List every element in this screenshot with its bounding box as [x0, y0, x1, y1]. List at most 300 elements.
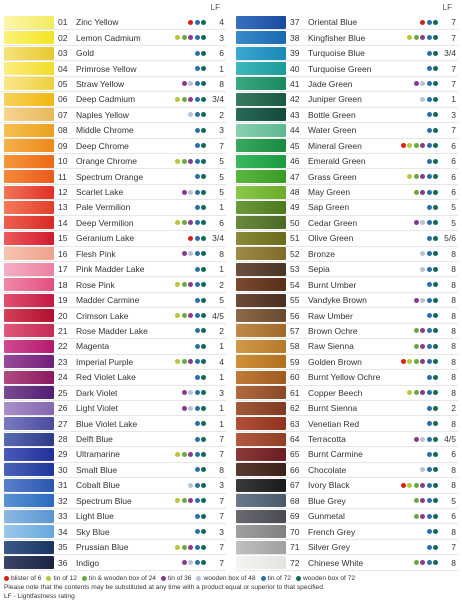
legend-label: blister of 6 — [11, 575, 42, 582]
color-name: Gold — [76, 48, 94, 59]
availability-dot — [201, 282, 206, 287]
availability-dot — [401, 143, 406, 148]
color-name: Kingfisher Blue — [308, 32, 366, 43]
lightfastness-value: 7 — [219, 434, 224, 445]
color-swatch — [236, 324, 286, 337]
lightfastness-value: 1 — [219, 202, 224, 213]
availability-dot — [433, 190, 438, 195]
availability-dot — [407, 359, 412, 364]
availability-dot — [195, 498, 200, 503]
availability-dots — [427, 545, 439, 550]
color-swatch — [4, 294, 54, 307]
availability-dot — [195, 66, 200, 71]
availability-dot — [433, 421, 438, 426]
legend-label: tin of 72 — [267, 575, 291, 582]
availability-dot — [195, 406, 200, 411]
availability-dots — [182, 390, 207, 395]
availability-dot — [188, 112, 193, 117]
lightfastness-value: 5/6 — [444, 233, 456, 244]
color-number: 27 — [58, 418, 68, 429]
color-row — [4, 262, 226, 277]
availability-dot — [433, 236, 438, 241]
availability-dots — [414, 498, 439, 503]
availability-dots — [407, 174, 438, 179]
lightfastness-value: 3 — [451, 109, 456, 120]
availability-dots — [195, 529, 207, 534]
legend-item — [196, 574, 255, 583]
color-row — [4, 308, 226, 323]
lightfastness-value: 8 — [451, 295, 456, 306]
color-name: Deep Vermilion — [76, 217, 134, 228]
availability-dot — [195, 560, 200, 565]
availability-dot — [195, 205, 200, 210]
availability-dots — [414, 81, 439, 86]
availability-dot — [427, 498, 432, 503]
availability-dot — [188, 81, 193, 86]
color-swatch — [236, 371, 286, 384]
availability-dot — [195, 529, 200, 534]
availability-dot — [407, 483, 412, 488]
color-row — [236, 324, 458, 339]
color-row — [4, 370, 226, 385]
lightfastness-value: 5 — [219, 156, 224, 167]
color-swatch — [4, 124, 54, 137]
availability-dot — [427, 406, 432, 411]
lightfastness-value: 8 — [451, 325, 456, 336]
lightfastness-value: 6 — [451, 449, 456, 460]
color-name: Turquoise Green — [308, 63, 372, 74]
color-number: 04 — [58, 63, 68, 74]
availability-dot — [433, 282, 438, 287]
availability-dot — [420, 390, 425, 395]
lightfastness-value: 3/4 — [212, 94, 224, 105]
availability-dot — [195, 390, 200, 395]
color-number: 53 — [290, 264, 300, 275]
color-swatch — [236, 47, 286, 60]
color-name: Middle Chrome — [76, 125, 134, 136]
availability-dot — [427, 220, 432, 225]
availability-dot — [195, 359, 200, 364]
availability-dot — [433, 529, 438, 534]
color-swatch — [236, 124, 286, 137]
lightfastness-value: 1 — [219, 418, 224, 429]
availability-dot — [201, 236, 206, 241]
color-name: Red Violet Lake — [76, 372, 136, 383]
color-number: 49 — [290, 202, 300, 213]
color-name: Grass Green — [308, 171, 357, 182]
color-name: Imperial Purple — [76, 356, 134, 367]
color-swatch — [4, 93, 54, 106]
lightfastness-value: 4/5 — [212, 310, 224, 321]
availability-dot — [182, 560, 187, 565]
legend-dot — [82, 576, 87, 581]
availability-dot — [195, 421, 200, 426]
color-name: Sepia — [308, 264, 330, 275]
color-number: 67 — [290, 480, 300, 491]
availability-dot — [201, 20, 206, 25]
availability-dot — [427, 375, 432, 380]
color-number: 42 — [290, 94, 300, 105]
color-name: Burnt Carmine — [308, 449, 363, 460]
availability-dot — [427, 190, 432, 195]
color-number: 07 — [58, 109, 68, 120]
lightfastness-value: 2 — [219, 325, 224, 336]
availability-dot — [188, 190, 193, 195]
availability-dot — [427, 483, 432, 488]
color-number: 71 — [290, 542, 300, 553]
availability-dot — [433, 20, 438, 25]
availability-dot — [188, 452, 193, 457]
availability-dot — [195, 20, 200, 25]
availability-dot — [427, 421, 432, 426]
availability-dot — [195, 97, 200, 102]
lightfastness-value: 4 — [219, 356, 224, 367]
color-swatch — [236, 77, 286, 90]
color-name: Dark Violet — [76, 387, 118, 398]
lightfastness-value: 7 — [451, 542, 456, 553]
availability-dot — [201, 344, 206, 349]
availability-dot — [414, 390, 419, 395]
color-number: 57 — [290, 325, 300, 336]
lightfastness-value: 8 — [451, 310, 456, 321]
color-swatch — [4, 186, 54, 199]
availability-dot — [433, 545, 438, 550]
color-swatch — [4, 232, 54, 245]
availability-dot — [175, 313, 180, 318]
color-row — [4, 478, 226, 493]
color-row — [236, 355, 458, 370]
availability-dot — [201, 159, 206, 164]
color-number: 02 — [58, 32, 68, 43]
availability-dot — [401, 483, 406, 488]
color-swatch — [236, 16, 286, 29]
availability-dot — [414, 483, 419, 488]
availability-dot — [182, 159, 187, 164]
availability-dot — [407, 174, 412, 179]
color-name: Naples Yellow — [76, 109, 129, 120]
availability-dot — [195, 236, 200, 241]
color-row — [4, 416, 226, 431]
availability-dots — [427, 205, 439, 210]
legend-item — [82, 574, 156, 583]
color-swatch — [4, 494, 54, 507]
legend-label: tin & wooden box of 24 — [88, 575, 156, 582]
color-name: Olive Green — [308, 233, 354, 244]
color-swatch — [236, 62, 286, 75]
availability-dot — [182, 81, 187, 86]
availability-dot — [427, 467, 432, 472]
availability-dot — [433, 467, 438, 472]
availability-dot — [201, 437, 206, 442]
color-name: Burnt Sienna — [308, 403, 358, 414]
color-swatch — [4, 479, 54, 492]
availability-dot — [188, 251, 193, 256]
lightfastness-value: 8 — [219, 78, 224, 89]
availability-dots — [414, 437, 439, 442]
availability-dot — [188, 560, 193, 565]
color-number: 13 — [58, 202, 68, 213]
color-row — [4, 231, 226, 246]
color-number: 46 — [290, 156, 300, 167]
color-number: 10 — [58, 156, 68, 167]
color-row — [4, 432, 226, 447]
availability-dot — [433, 128, 438, 133]
color-number: 37 — [290, 17, 300, 28]
color-name: Emerald Green — [308, 156, 366, 167]
color-name: Blue Violet Lake — [76, 418, 138, 429]
availability-dot — [175, 35, 180, 40]
availability-dot — [188, 545, 193, 550]
availability-dot — [182, 282, 187, 287]
color-number: 48 — [290, 187, 300, 198]
color-swatch — [236, 494, 286, 507]
color-number: 62 — [290, 403, 300, 414]
legend-lf-note: LF - Lightfastness rating — [4, 593, 75, 600]
color-number: 16 — [58, 248, 68, 259]
lightfastness-value: 6 — [219, 48, 224, 59]
rows-left — [4, 15, 226, 571]
color-row — [236, 447, 458, 462]
availability-dot — [427, 545, 432, 550]
color-row — [4, 524, 226, 539]
availability-dot — [433, 251, 438, 256]
availability-dots — [427, 66, 439, 71]
availability-dots — [195, 437, 207, 442]
color-swatch — [236, 386, 286, 399]
color-swatch — [236, 247, 286, 260]
availability-dots — [195, 267, 207, 272]
color-swatch — [4, 525, 54, 538]
availability-dot — [420, 97, 425, 102]
color-name: Burnt Yellow Ochre — [308, 372, 381, 383]
color-row — [236, 30, 458, 45]
availability-dot — [201, 267, 206, 272]
availability-dots — [420, 267, 438, 272]
availability-dot — [201, 143, 206, 148]
availability-dot — [427, 97, 432, 102]
color-row — [4, 355, 226, 370]
availability-dots — [420, 467, 438, 472]
color-list-right — [236, 2, 458, 571]
availability-dot — [427, 560, 432, 565]
availability-dot — [420, 328, 425, 333]
color-number: 69 — [290, 511, 300, 522]
lightfastness-value: 6 — [451, 187, 456, 198]
availability-dot — [195, 328, 200, 333]
color-number: 44 — [290, 125, 300, 136]
lightfastness-value: 7 — [219, 449, 224, 460]
color-number: 47 — [290, 171, 300, 182]
color-number: 55 — [290, 295, 300, 306]
availability-dot — [195, 313, 200, 318]
color-swatch — [4, 541, 54, 554]
availability-dots — [182, 406, 207, 411]
color-swatch — [236, 448, 286, 461]
availability-dot — [188, 282, 193, 287]
lightfastness-value: 3 — [219, 32, 224, 43]
availability-dot — [427, 205, 432, 210]
color-row — [4, 185, 226, 200]
availability-dots — [175, 545, 206, 550]
availability-dot — [414, 81, 419, 86]
availability-dot — [433, 359, 438, 364]
availability-dot — [201, 560, 206, 565]
legend-label: tin of 12 — [53, 575, 77, 582]
availability-dot — [201, 390, 206, 395]
availability-dot — [201, 35, 206, 40]
availability-dot — [433, 560, 438, 565]
availability-dots — [175, 97, 206, 102]
color-number: 63 — [290, 418, 300, 429]
color-row — [236, 494, 458, 509]
lightfastness-value: 6 — [451, 140, 456, 151]
color-row — [4, 494, 226, 509]
availability-dot — [201, 112, 206, 117]
availability-dot — [182, 452, 187, 457]
availability-dot — [427, 529, 432, 534]
color-number: 03 — [58, 48, 68, 59]
color-number: 64 — [290, 434, 300, 445]
availability-dots — [427, 112, 439, 117]
lightfastness-value: 2 — [451, 403, 456, 414]
availability-dots — [182, 560, 207, 565]
availability-dots — [407, 35, 438, 40]
availability-dots — [414, 514, 439, 519]
color-row — [236, 139, 458, 154]
color-swatch — [236, 417, 286, 430]
availability-dot — [433, 390, 438, 395]
availability-dot — [188, 483, 193, 488]
lightfastness-value: 6 — [219, 217, 224, 228]
availability-dot — [433, 344, 438, 349]
color-name: Cedar Green — [308, 217, 358, 228]
color-swatch — [4, 355, 54, 368]
availability-dots — [195, 298, 207, 303]
color-swatch — [4, 556, 54, 569]
color-swatch — [4, 309, 54, 322]
color-row — [4, 509, 226, 524]
lightfastness-value: 7 — [219, 542, 224, 553]
lf-header: LF — [442, 3, 452, 12]
color-swatch — [236, 170, 286, 183]
availability-dot — [427, 437, 432, 442]
availability-dot — [195, 545, 200, 550]
color-swatch — [236, 525, 286, 538]
availability-dot — [427, 128, 432, 133]
availability-dots — [401, 143, 439, 148]
availability-dot — [201, 251, 206, 256]
lightfastness-value: 8 — [451, 387, 456, 398]
availability-dot — [201, 483, 206, 488]
availability-dot — [182, 220, 187, 225]
lightfastness-value: 3/4 — [212, 233, 224, 244]
color-name: Golden Brown — [308, 356, 362, 367]
color-name: French Grey — [308, 526, 356, 537]
availability-dot — [195, 514, 200, 519]
availability-dot — [175, 282, 180, 287]
lightfastness-value: 3 — [219, 480, 224, 491]
availability-dot — [433, 51, 438, 56]
availability-dot — [188, 406, 193, 411]
color-swatch — [236, 340, 286, 353]
color-number: 09 — [58, 140, 68, 151]
legend-items — [4, 574, 460, 583]
color-row — [236, 108, 458, 123]
color-swatch — [236, 31, 286, 44]
availability-dot — [201, 298, 206, 303]
availability-dot — [420, 344, 425, 349]
availability-dot — [195, 112, 200, 117]
availability-dot — [433, 220, 438, 225]
lightfastness-value: 7 — [219, 557, 224, 568]
availability-dots — [175, 498, 206, 503]
availability-dot — [414, 514, 419, 519]
availability-dots — [175, 159, 206, 164]
availability-dot — [414, 190, 419, 195]
availability-dots — [427, 529, 439, 534]
color-number: 72 — [290, 557, 300, 568]
color-number: 61 — [290, 387, 300, 398]
availability-dot — [433, 406, 438, 411]
availability-dot — [195, 128, 200, 133]
availability-dot — [420, 437, 425, 442]
color-row — [4, 108, 226, 123]
color-name: Magenta — [76, 341, 110, 352]
legend-label: tin of 36 — [167, 575, 192, 582]
availability-dot — [182, 498, 187, 503]
availability-dot — [433, 437, 438, 442]
availability-dot — [420, 467, 425, 472]
availability-dot — [427, 313, 432, 318]
color-number: 51 — [290, 233, 300, 244]
color-name: Zinc Yellow — [76, 17, 119, 28]
color-name: Juniper Green — [308, 94, 362, 105]
color-number: 36 — [58, 557, 68, 568]
availability-dot — [414, 174, 419, 179]
availability-dot — [175, 359, 180, 364]
lightfastness-value: 3 — [219, 387, 224, 398]
color-swatch — [4, 417, 54, 430]
color-swatch — [236, 201, 286, 214]
availability-dot — [201, 514, 206, 519]
availability-dots — [195, 128, 207, 133]
color-name: Smalt Blue — [76, 464, 118, 475]
color-row — [4, 200, 226, 215]
availability-dots — [175, 35, 206, 40]
availability-dot — [414, 220, 419, 225]
legend-label: wooden box of 72 — [302, 575, 356, 582]
availability-dot — [188, 498, 193, 503]
lightfastness-value: 8 — [451, 356, 456, 367]
lightfastness-value: 8 — [451, 464, 456, 475]
availability-dots — [427, 51, 439, 56]
availability-dot — [407, 143, 412, 148]
lightfastness-value: 8 — [451, 248, 456, 259]
availability-dot — [414, 359, 419, 364]
lightfastness-value: 1 — [219, 403, 224, 414]
color-row — [4, 123, 226, 138]
color-list-left — [4, 2, 226, 571]
lightfastness-value: 7 — [219, 495, 224, 506]
color-number: 41 — [290, 78, 300, 89]
color-swatch — [4, 463, 54, 476]
color-name: Geranium Lake — [76, 233, 135, 244]
lightfastness-value: 1 — [219, 264, 224, 275]
availability-dots — [175, 452, 206, 457]
color-number: 59 — [290, 356, 300, 367]
color-row — [236, 386, 458, 401]
color-row — [4, 15, 226, 30]
